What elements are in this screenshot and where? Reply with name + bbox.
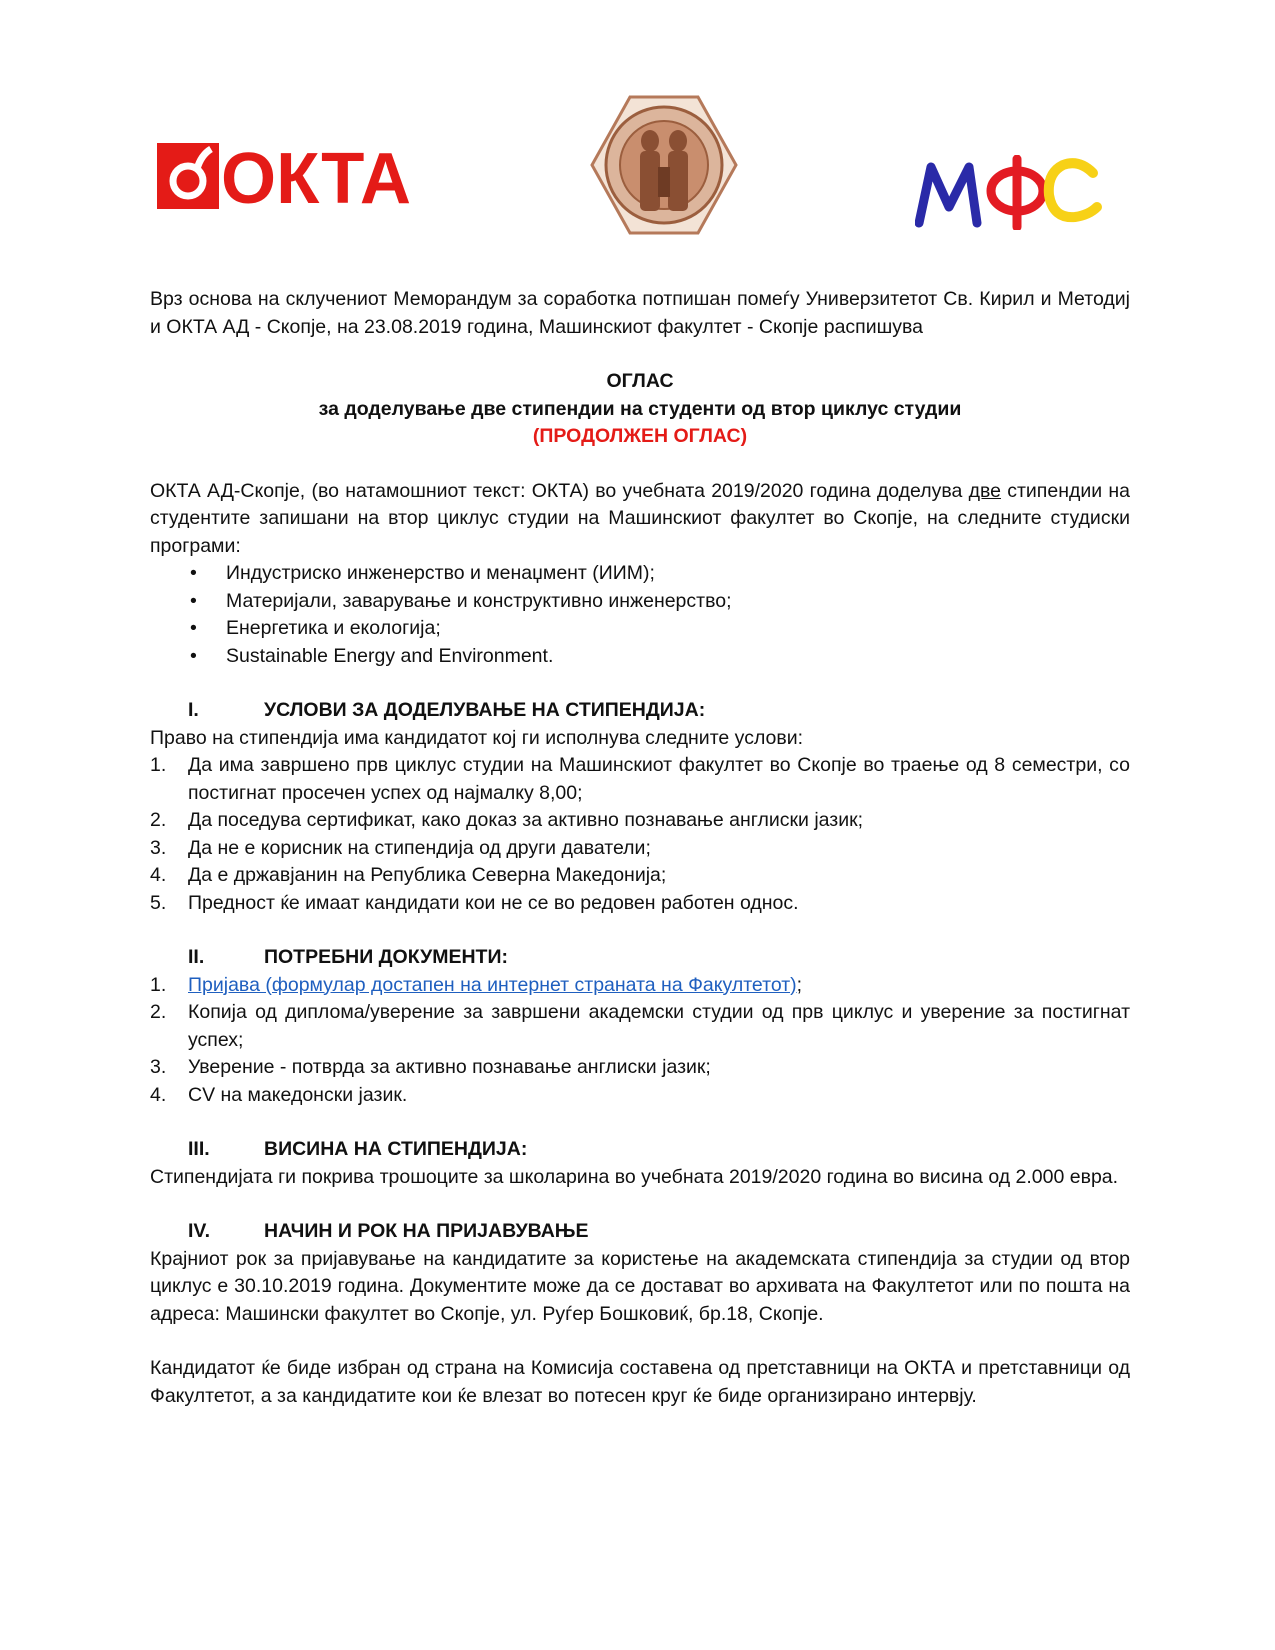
bullet-icon: • [190, 617, 197, 639]
conditions-list [150, 752, 1130, 917]
list-item: 2. Копија од диплома/уверение за завршени академски студии од прв циклус и уверение за постигнат успех; [150, 1001, 1130, 1051]
section-1-heading: I. УСЛОВИ ЗА ДОДЕЛУВАЊЕ НА СТИПЕНДИЈА: [188, 699, 706, 721]
list-item: • Индустриско инженерство и менаџмент (ИИМ); [190, 560, 1130, 588]
title-line-2: за доделување две стипендии на студенти од втор циклус студии [318, 397, 962, 420]
section-3-text: Стипендијата ги покрива трошоците за школарина во учебната 2019/2020 година во висина од 2.000 евра. [150, 1165, 1119, 1188]
paragraph-okta-scholarships: ОКТА АД-Скопје, (во натамошниот текст: ОКТА) во учебната 2019/2020 година доделува две стипендии на студентите запишани на втор циклус студии на Машинскиот факултет во Скопје, на следните студиски програми: [150, 479, 1131, 557]
section-1-intro: Право на стипендија има кандидатот кој ги исполнува следните услови: [150, 726, 804, 749]
title-extended-notice: (ПРОДОЛЖЕН ОГЛАС) [532, 425, 748, 447]
section-2-heading: II. ПОТРЕБНИ ДОКУМЕНТИ: [188, 946, 508, 968]
bullet-icon: • [190, 589, 197, 612]
okta-logo [157, 143, 413, 209]
list-item: 1. Да има завршено прв циклус студии на Машинскиот факултет во Скопје во траење од 8 семестри, со постигнат просечен успех од најмалку 8,00; [150, 754, 1130, 804]
study-programs-list [150, 560, 1130, 670]
title-line-1: ОГЛАС [606, 370, 674, 392]
logo-header [0, 0, 1275, 240]
list-item: 3. Да не е корисник на стипендија од други даватели; [150, 836, 651, 859]
bullet-icon: • [190, 644, 197, 667]
underlined-two: две [968, 479, 1001, 502]
intro-paragraph: Врз основа на склучениот Меморандум за соработка потпишан помеѓу Универзитетот Св. Кирил и Методиј и ОКТА АД - Скопје, на 23.08.2019 година, Машинскиот факултет - Скопје распишува [150, 288, 1130, 338]
section-4-heading: IV. НАЧИН И РОК НА ПРИЈАВУВАЊЕ [188, 1220, 589, 1242]
list-item: 3. Уверение - потврда за активно познавање англиски јазик; [150, 1056, 711, 1078]
documents-list [150, 972, 1130, 1110]
application-form-link[interactable]: Пријава (формулар достапен на интернет страната на Факултетот) [188, 973, 797, 996]
list-item: 4. Да е државјанин на Република Северна Македонија; [150, 864, 667, 886]
bullet-icon: • [190, 562, 197, 584]
university-seal-logo [590, 95, 738, 235]
list-item: 5. Предност ќе имаат кандидати кои не се во редовен работен однос. [150, 891, 799, 914]
list-item: • Sustainable Energy and Environment. [190, 643, 1130, 671]
section-3-heading: III. ВИСИНА НА СТИПЕНДИЈА: [188, 1138, 528, 1160]
list-item: 4. CV на македонски јазик. [150, 1083, 408, 1106]
list-item: • Материјали, заварување и конструктивно инженерство; [190, 588, 1130, 616]
closing-paragraph: Кандидатот ќе биде избран од страна на Комисија составена од претставници на ОКТА и претставници од Факултетот, а за кандидатите кои ќе влезат во потесен круг ќе биде организирано интервју. [150, 1357, 1130, 1407]
section-4-text: Крајниот рок за пријавување на кандидатите за користење на академската стипендија за студии од втор циклус е 30.10.2019 година. Документите може да се доставaт во архивата на Факултетот или по пошта на адреса: Машински факултет во Скопје, ул. Руѓер Бошковиќ, бр.18, Скопје. [150, 1247, 1130, 1325]
mfs-logo [915, 155, 1105, 230]
svg-text:ОКТА: ОКТА [221, 143, 411, 209]
list-item: • Енергетика и екологија; [190, 615, 1130, 643]
list-item: 1. Пријава (формулар достапен на интернет страната на Факултетот); [150, 973, 803, 996]
document-body [150, 286, 1130, 1410]
list-item: 2. Да поседува сертификат, како доказ за активно познавање англиски јазик; [150, 809, 864, 831]
